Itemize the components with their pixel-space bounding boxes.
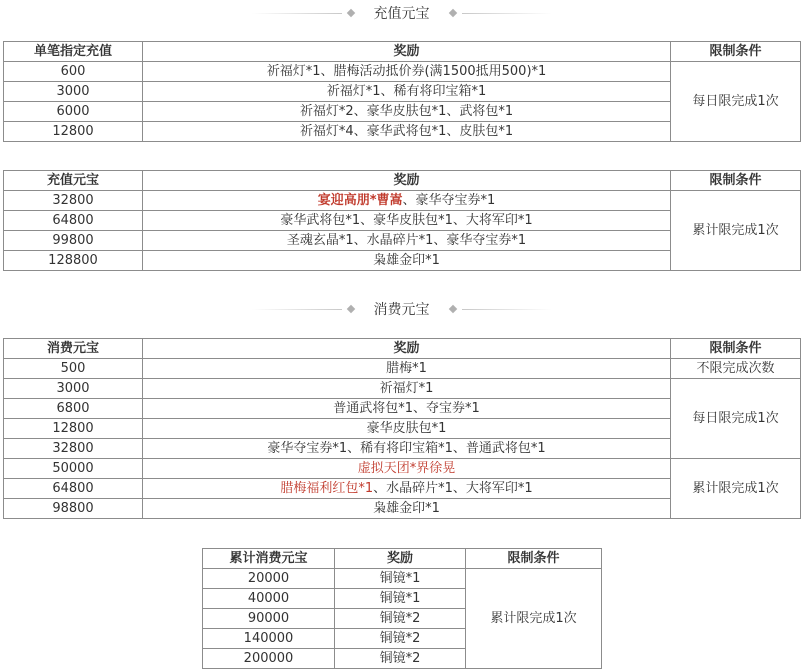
reward-cell: 祈福灯*1: [143, 379, 671, 399]
reward-cell: 豪华武将包*1、豪华皮肤包*1、大将军印*1: [143, 211, 671, 231]
amount-cell: 64800: [4, 479, 143, 499]
cumulative-consume-table: [202, 548, 602, 669]
table-row: [4, 62, 801, 82]
diamond-icon: [346, 305, 354, 313]
amount-cell: 99800: [4, 231, 143, 251]
column-header: 奖励: [143, 339, 671, 359]
table-row: [4, 459, 801, 479]
column-header: 奖励: [143, 42, 671, 62]
reward-cell: 虚拟天团*界徐晃: [143, 459, 671, 479]
reward-cell: 祈福灯*2、豪华皮肤包*1、武将包*1: [143, 102, 671, 122]
amount-cell: 40000: [203, 589, 335, 609]
section-title-recharge: [0, 1, 803, 25]
reward-cell: [143, 479, 671, 499]
limit-cell: 累计限完成1次: [671, 191, 801, 271]
table-header-row: [203, 549, 602, 569]
limit-cell: 每日限完成1次: [671, 379, 801, 459]
amount-cell: 200000: [203, 649, 335, 669]
table-row: [4, 359, 801, 379]
reward-cell: 铜镜*1: [335, 589, 466, 609]
amount-cell: 600: [4, 62, 143, 82]
limit-cell: 累计限完成1次: [671, 459, 801, 519]
limit-cell: 不限完成次数: [671, 359, 801, 379]
reward-cell: 豪华皮肤包*1: [143, 419, 671, 439]
reward-text: 、豪华夺宝券*1: [402, 193, 496, 208]
reward-cell: 普通武将包*1、夺宝券*1: [143, 399, 671, 419]
table-header-row: [4, 339, 801, 359]
divider-line: [252, 309, 342, 310]
amount-cell: 20000: [203, 569, 335, 589]
amount-cell: 128800: [4, 251, 143, 271]
column-header: 消费元宝: [4, 339, 143, 359]
table-row: [4, 379, 801, 399]
reward-cell: 枭雄金印*1: [143, 499, 671, 519]
divider-line: [462, 309, 552, 310]
column-header: 限制条件: [466, 549, 602, 569]
amount-cell: 32800: [4, 191, 143, 211]
table-row: [4, 191, 801, 211]
consume-table: [3, 338, 801, 519]
section-title-consume: [0, 297, 803, 321]
amount-cell: 3000: [4, 82, 143, 102]
amount-cell: 12800: [4, 122, 143, 142]
reward-cell: 枭雄金印*1: [143, 251, 671, 271]
column-header: 单笔指定充值: [4, 42, 143, 62]
reward-cell: 祈福灯*1、稀有将印宝箱*1: [143, 82, 671, 102]
limit-cell: 每日限完成1次: [671, 62, 801, 142]
amount-cell: 64800: [4, 211, 143, 231]
reward-cell: 圣魂玄晶*1、水晶碎片*1、豪华夺宝券*1: [143, 231, 671, 251]
divider-line: [462, 13, 552, 14]
divider-line: [252, 13, 342, 14]
column-header: 限制条件: [671, 42, 801, 62]
section-title-text: 消费元宝: [373, 302, 430, 318]
reward-cell: [143, 191, 671, 211]
reward-cell: 铜镜*1: [335, 569, 466, 589]
column-header: 奖励: [335, 549, 466, 569]
table-header-row: [4, 42, 801, 62]
column-header: 限制条件: [671, 171, 801, 191]
reward-cell: 豪华夺宝券*1、稀有将印宝箱*1、普通武将包*1: [143, 439, 671, 459]
amount-cell: 90000: [203, 609, 335, 629]
single-recharge-table: [3, 41, 801, 142]
reward-cell: 铜镜*2: [335, 649, 466, 669]
amount-cell: 98800: [4, 499, 143, 519]
section-title-text: 充值元宝: [373, 6, 430, 22]
table-header-row: [4, 171, 801, 191]
highlight-reward: 腊梅福利红包*1: [280, 481, 374, 496]
reward-cell: 腊梅*1: [143, 359, 671, 379]
column-header: 充值元宝: [4, 171, 143, 191]
table-row: [203, 569, 602, 589]
amount-cell: 6000: [4, 102, 143, 122]
diamond-icon: [346, 9, 354, 17]
amount-cell: 140000: [203, 629, 335, 649]
amount-cell: 32800: [4, 439, 143, 459]
amount-cell: 12800: [4, 419, 143, 439]
column-header: 限制条件: [671, 339, 801, 359]
reward-cell: 祈福灯*1、腊梅活动抵价券(满1500抵用500)*1: [143, 62, 671, 82]
highlight-reward: 宴迎高朋*曹嵩: [317, 193, 403, 208]
amount-cell: 50000: [4, 459, 143, 479]
amount-cell: 3000: [4, 379, 143, 399]
diamond-icon: [448, 305, 456, 313]
column-header: 奖励: [143, 171, 671, 191]
diamond-icon: [448, 9, 456, 17]
amount-cell: 500: [4, 359, 143, 379]
reward-cell: 铜镜*2: [335, 629, 466, 649]
cumulative-recharge-table: [3, 170, 801, 271]
amount-cell: 6800: [4, 399, 143, 419]
limit-cell: 累计限完成1次: [466, 569, 602, 669]
reward-cell: 祈福灯*4、豪华武将包*1、皮肤包*1: [143, 122, 671, 142]
reward-text: 、水晶碎片*1、大将军印*1: [373, 481, 533, 496]
reward-cell: 铜镜*2: [335, 609, 466, 629]
column-header: 累计消费元宝: [203, 549, 335, 569]
